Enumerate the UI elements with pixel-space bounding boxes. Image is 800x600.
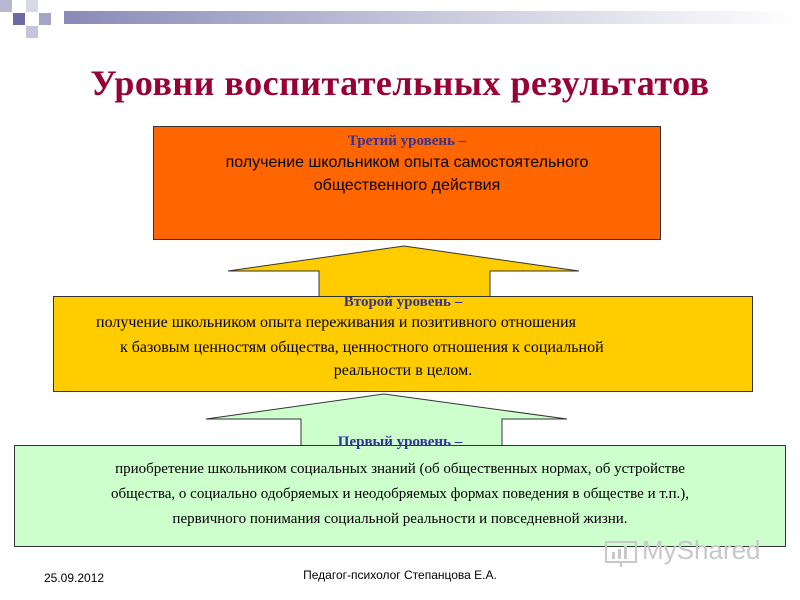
arrow-up-level2-to-level3: [226, 244, 582, 298]
level2-line2: к базовым ценностям общества, ценностного отношения к социальной: [120, 339, 604, 356]
page-title: Уровни воспитательных результатов: [90, 63, 710, 103]
footer-author: Педагог-психолог Степанцова Е.А.: [303, 568, 497, 582]
level2-line3: реальности в целом.: [333, 362, 473, 379]
level1-line3: первичного понимания социальной реальности и повседневной жизни.: [172, 511, 628, 527]
level1-text: [15, 457, 785, 532]
level3-header: Третий уровень –: [347, 133, 467, 149]
watermark: MyShared: [642, 535, 761, 565]
level1-header: Первый уровень –: [337, 434, 463, 450]
corner-decoration: [0, 0, 800, 50]
footer-date: 25.09.2012: [44, 571, 105, 585]
level3-box: [153, 126, 661, 240]
level2-line1: получение школьником опыта переживания и позитивного отношения: [96, 314, 576, 331]
level3-line2: общественного действия: [313, 177, 501, 194]
watermark-icon: [604, 538, 640, 568]
level3-line1: получение школьником опыта самостоятельного: [225, 154, 589, 171]
level2-header: Второй уровень –: [343, 294, 463, 310]
level1-box: [14, 434, 786, 547]
level2-box: [53, 296, 753, 392]
level3-text: [154, 151, 660, 197]
level1-line1: приобретение школьником социальных знаний (об общественных нормах, об устройстве: [115, 461, 685, 477]
level1-line2: общества, о социально одобряемых и неодобряемых формах поведения в обществе и т.п.),: [110, 486, 690, 502]
